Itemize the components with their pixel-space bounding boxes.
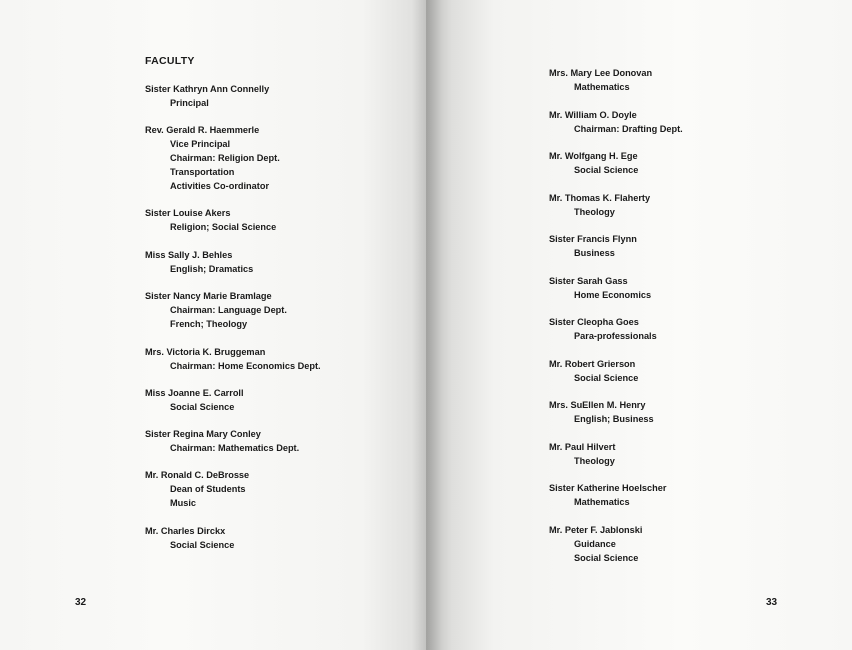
faculty-name: Mr. Ronald C. DeBrosse — [145, 470, 250, 480]
faculty-role: Dean of Students — [170, 484, 246, 494]
page-number-right: 33 — [766, 597, 778, 608]
faculty-role: Transportation — [170, 167, 235, 177]
faculty-role: Social Science — [170, 540, 235, 550]
faculty-entry — [145, 345, 321, 373]
faculty-role: Business — [574, 248, 615, 258]
right-page — [426, 0, 852, 650]
faculty-role: Social Science — [170, 402, 235, 412]
faculty-name: Sister Francis Flynn — [549, 234, 637, 244]
faculty-role: Social Science — [574, 165, 639, 175]
faculty-name: Sister Katherine Hoelscher — [549, 483, 667, 493]
faculty-role: Chairman: Drafting Dept. — [574, 124, 683, 134]
faculty-name: Mr. Wolfgang H. Ege — [549, 151, 638, 161]
faculty-entry — [549, 481, 666, 509]
faculty-name: Mr. Charles Dirckx — [145, 526, 226, 536]
faculty-name: Sister Sarah Gass — [549, 276, 628, 286]
faculty-name: Mr. William O. Doyle — [549, 110, 637, 120]
faculty-name: Mr. Thomas K. Flaherty — [549, 193, 651, 203]
faculty-role: Chairman: Religion Dept. — [170, 153, 280, 163]
faculty-entry — [549, 315, 657, 343]
faculty-role: Home Economics — [574, 290, 652, 300]
faculty-entry — [145, 206, 276, 234]
faculty-role: Theology — [574, 207, 615, 217]
faculty-name: Mrs. SuEllen M. Henry — [549, 400, 646, 410]
faculty-name: Mr. Paul Hilvert — [549, 442, 616, 452]
faculty-role: Principal — [170, 98, 209, 108]
faculty-entry — [145, 289, 287, 331]
faculty-role: Para-professionals — [574, 331, 657, 341]
faculty-entry — [549, 398, 654, 426]
faculty-name: Sister Nancy Marie Bramlage — [145, 291, 272, 301]
faculty-entry — [549, 440, 615, 468]
faculty-name: Sister Louise Akers — [145, 208, 231, 218]
faculty-role: English; Business — [574, 414, 654, 424]
faculty-entry — [145, 524, 234, 552]
faculty-name: Sister Regina Mary Conley — [145, 429, 261, 439]
faculty-role: Religion; Social Science — [170, 222, 277, 232]
faculty-role: Vice Principal — [170, 139, 231, 149]
faculty-role: English; Dramatics — [170, 264, 254, 274]
faculty-role: Mathematics — [574, 497, 630, 507]
faculty-role: Mathematics — [574, 82, 630, 92]
faculty-entry — [549, 149, 638, 177]
faculty-entry — [549, 66, 652, 94]
faculty-entry — [549, 274, 651, 302]
faculty-entry — [549, 108, 683, 136]
faculty-role: Chairman: Language Dept. — [170, 305, 287, 315]
faculty-role: Social Science — [574, 373, 639, 383]
faculty-heading: FACULTY — [145, 55, 195, 67]
faculty-name: Rev. Gerald R. Haemmerle — [145, 125, 260, 135]
faculty-name: Mrs. Mary Lee Donovan — [549, 68, 653, 78]
faculty-name: Mrs. Victoria K. Bruggeman — [145, 347, 266, 357]
faculty-entry — [145, 427, 299, 455]
faculty-role: Music — [170, 498, 197, 508]
faculty-entry — [549, 523, 642, 565]
faculty-role: Activities Co-ordinator — [170, 181, 270, 191]
faculty-name: Mr. Robert Grierson — [549, 359, 636, 369]
faculty-name: Mr. Peter F. Jablonski — [549, 525, 643, 535]
faculty-role: Chairman: Home Economics Dept. — [170, 361, 321, 371]
faculty-role: Guidance — [574, 539, 616, 549]
faculty-role: Theology — [574, 456, 615, 466]
faculty-name: Miss Joanne E. Carroll — [145, 388, 244, 398]
faculty-role: French; Theology — [170, 319, 248, 329]
faculty-name: Sister Kathryn Ann Connelly — [145, 84, 270, 94]
faculty-entry — [549, 191, 650, 219]
page-number-left: 32 — [75, 597, 87, 608]
faculty-entry — [145, 123, 280, 193]
faculty-role: Chairman: Mathematics Dept. — [170, 443, 300, 453]
faculty-name: Miss Sally J. Behles — [145, 250, 233, 260]
faculty-entry — [145, 468, 249, 510]
faculty-entry — [145, 248, 253, 276]
faculty-entry — [145, 386, 244, 414]
faculty-role: Social Science — [574, 553, 639, 563]
faculty-entry — [549, 232, 637, 260]
faculty-entry — [145, 82, 269, 110]
faculty-name: Sister Cleopha Goes — [549, 317, 639, 327]
faculty-entry — [549, 357, 638, 385]
